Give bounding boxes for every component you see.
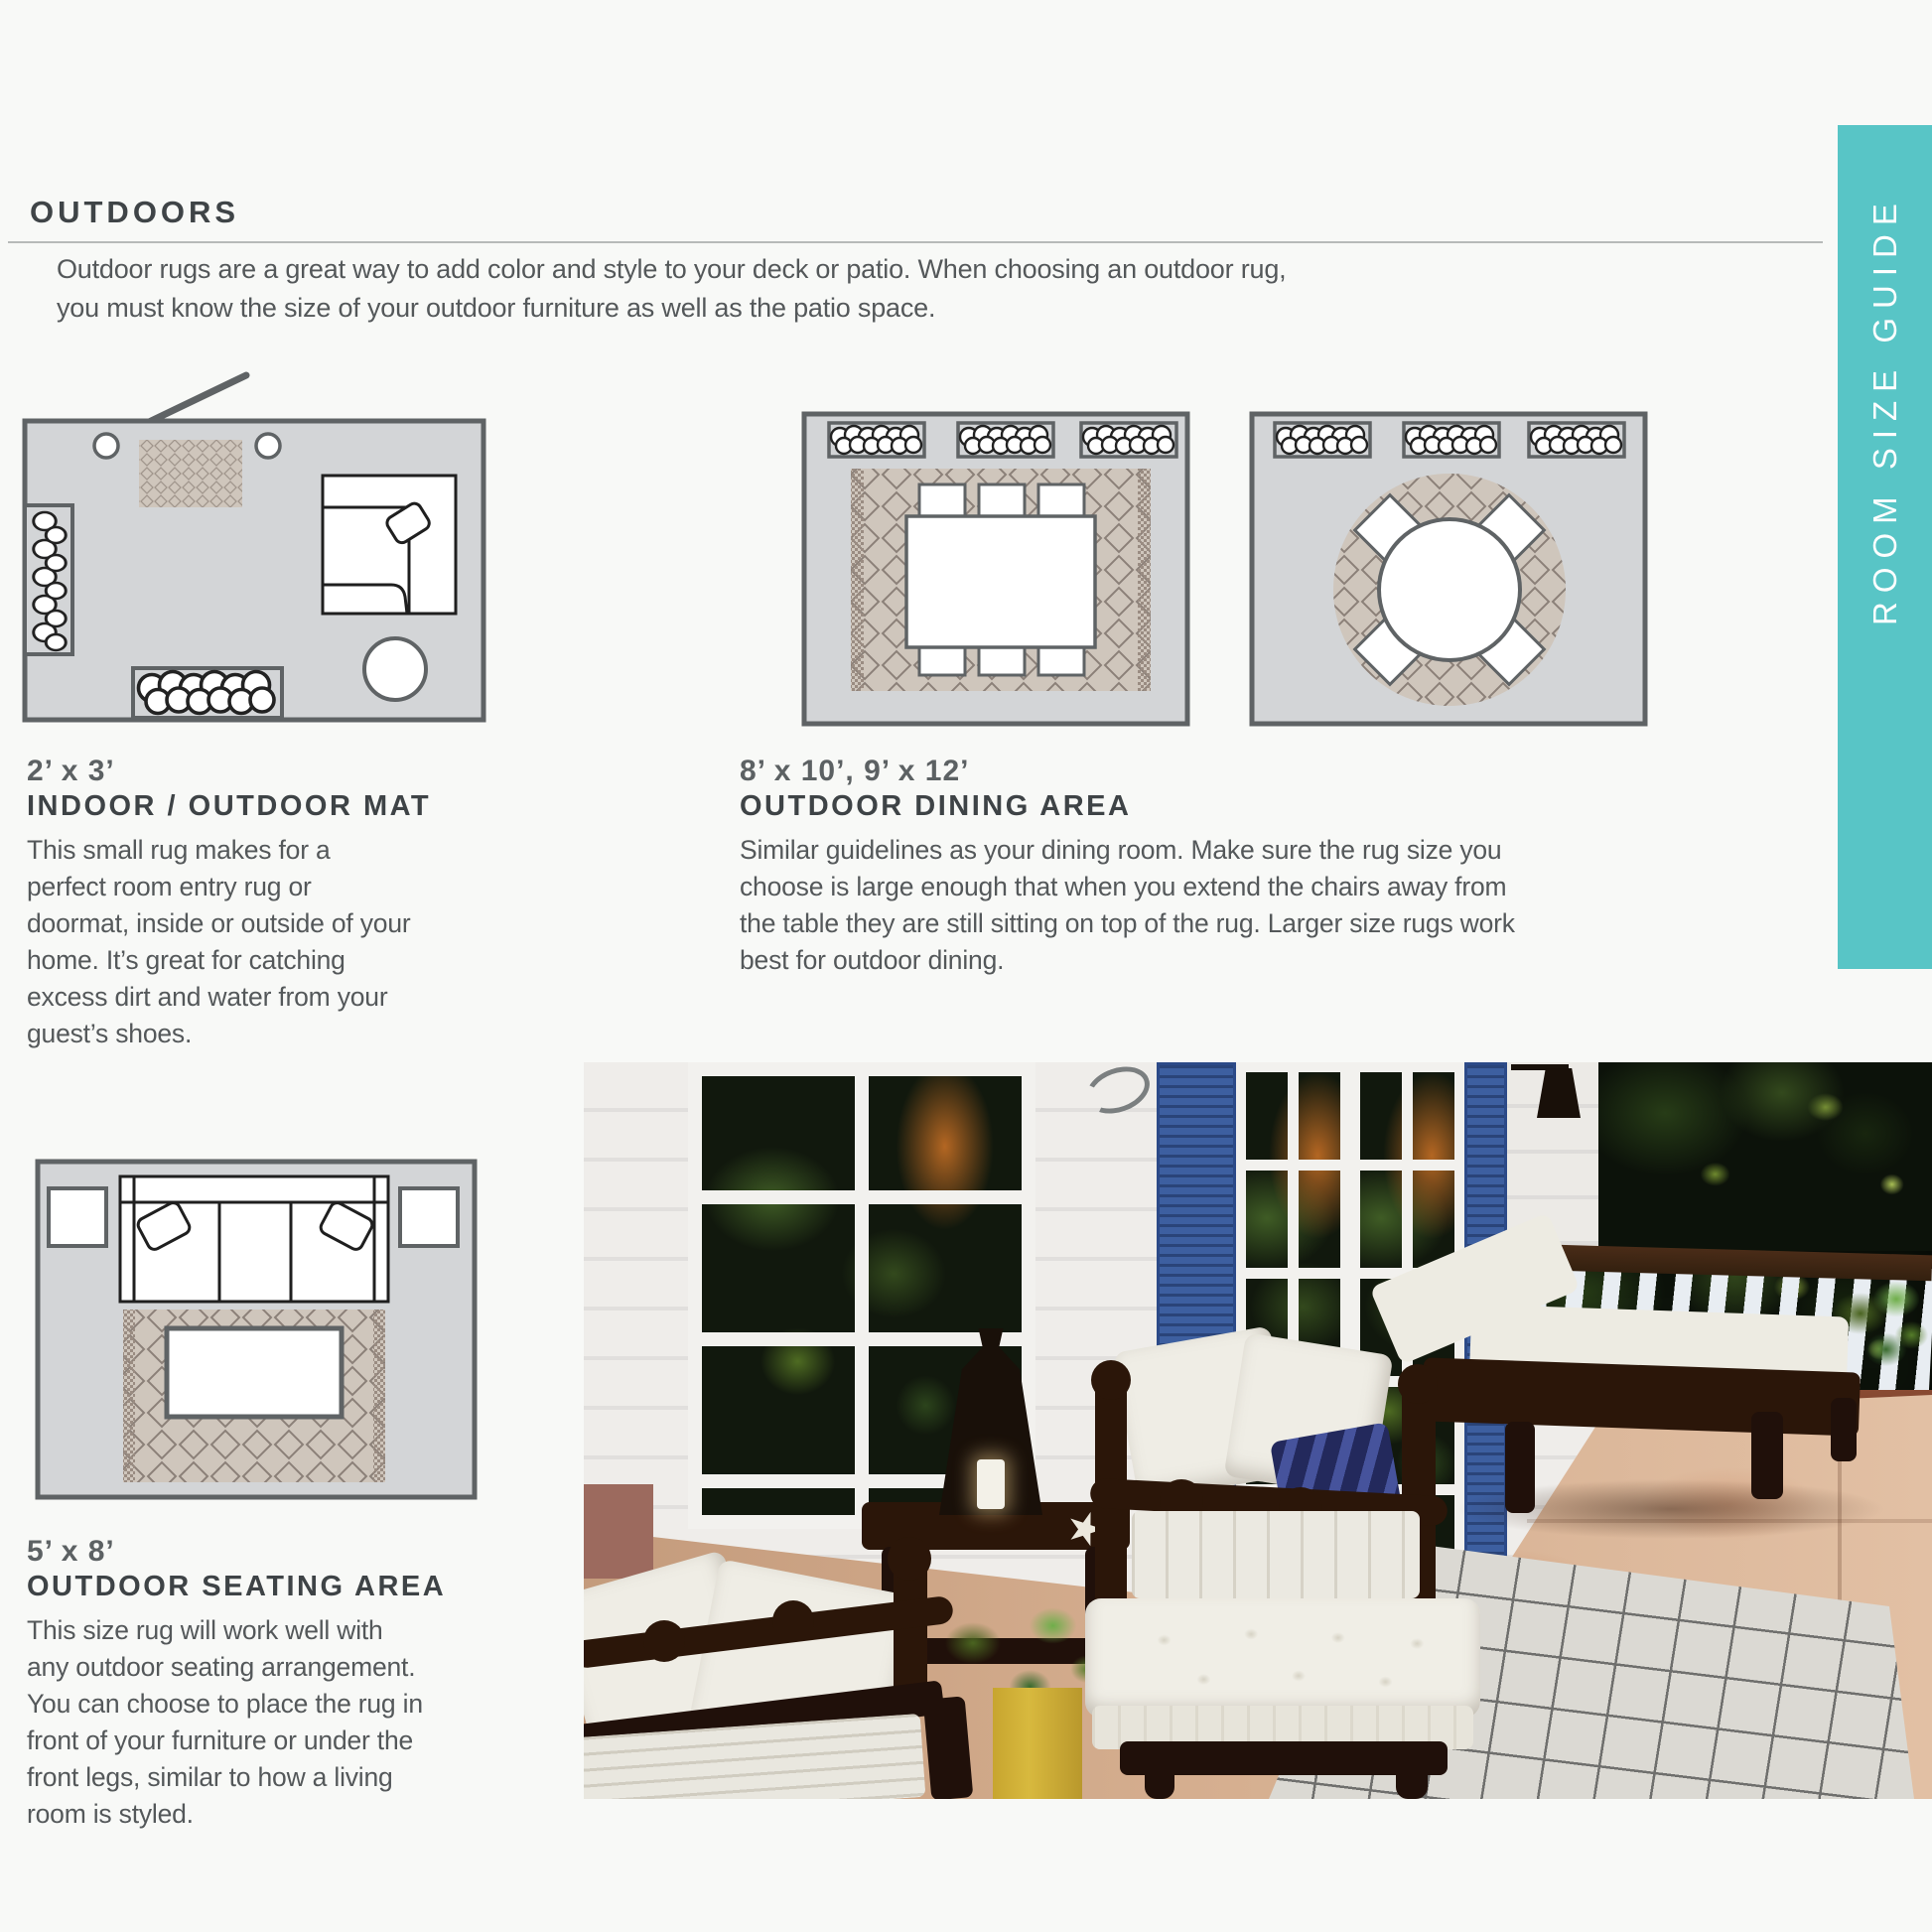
left-chair-leg — [923, 1696, 974, 1799]
yellow-planter — [993, 1688, 1082, 1799]
lantern-candle — [977, 1459, 1005, 1509]
loveseat — [323, 476, 456, 614]
armchair-seat-cushion — [1132, 1511, 1420, 1598]
mat-size: 2’ x 3’ — [27, 755, 115, 787]
ottoman-leg-right — [1396, 1757, 1428, 1799]
dining-rect-diagram — [801, 411, 1190, 727]
mat-title: INDOOR / OUTDOOR MAT — [27, 790, 432, 822]
hedge-left — [25, 505, 72, 654]
dining-body: Similar guidelines as your dining room. Make sure the rug size you choose is large enough that when you extend the chairs away from the table they are still sitting on top of the rug. Larger size rugs work best for outdoor dining. — [740, 835, 1515, 975]
dining-round-diagram — [1249, 411, 1648, 727]
seating-title: OUTDOOR SEATING AREA — [27, 1571, 447, 1602]
hedge-bottom — [133, 668, 282, 718]
chaise-leg-right — [1831, 1398, 1857, 1461]
left-chair-rail-bulge-2 — [772, 1600, 814, 1642]
room-size-guide-banner — [1838, 125, 1932, 969]
mat-room-diagram — [22, 418, 486, 723]
seating-body: This size rug will work well with any outdoor seating arrangement. You can choose to place the rug in front of your furniture or under the front legs, similar to how a living room is styled. — [27, 1615, 423, 1829]
hedges-top — [1275, 423, 1624, 457]
hanging-lantern-icon — [1511, 1062, 1583, 1122]
chaise-leg-mid — [1751, 1412, 1783, 1499]
dining-table — [906, 516, 1095, 647]
wall-base-left — [584, 1484, 653, 1579]
chaise-leg-front — [1505, 1422, 1535, 1513]
round-table — [1379, 519, 1520, 660]
side-table-right — [400, 1188, 458, 1246]
intro-paragraph: Outdoor rugs are a great way to add color and style to your deck or patio. When choosing an outdoor rug, you must know the size of your outdoor furniture as well as the patio space. — [57, 254, 1287, 323]
ottoman-leg-left — [1145, 1763, 1174, 1799]
coffee-table — [167, 1328, 342, 1417]
dining-title: OUTDOOR DINING AREA — [740, 790, 1132, 822]
ottoman-cushion — [1085, 1598, 1480, 1718]
mat-body: This small rug makes for a perfect room entry rug or doormat, inside or outside of your home. It’s great for catching excess dirt and water from your guest’s shoes. — [27, 835, 411, 1048]
sofa — [120, 1176, 388, 1302]
dining-size: 8’ x 10’, 9’ x 12’ — [740, 755, 970, 787]
seating-size: 5’ x 8’ — [27, 1535, 115, 1568]
side-table-left — [49, 1188, 106, 1246]
armchair-knob-right — [1398, 1364, 1438, 1404]
seating-room-diagram — [35, 1159, 478, 1500]
small-mat — [139, 440, 242, 507]
hedges-top — [829, 423, 1176, 457]
left-chair-knob — [888, 1537, 931, 1581]
armchair-knob-left — [1091, 1360, 1131, 1400]
left-chair-rail-bulge-1 — [643, 1620, 685, 1662]
trees-background — [1598, 1062, 1932, 1266]
page-title: OUTDOORS — [30, 195, 240, 229]
banner-label: ROOM SIZE GUIDE — [1865, 195, 1903, 625]
heading-rule — [8, 241, 1823, 243]
patio-photo — [584, 1062, 1932, 1799]
